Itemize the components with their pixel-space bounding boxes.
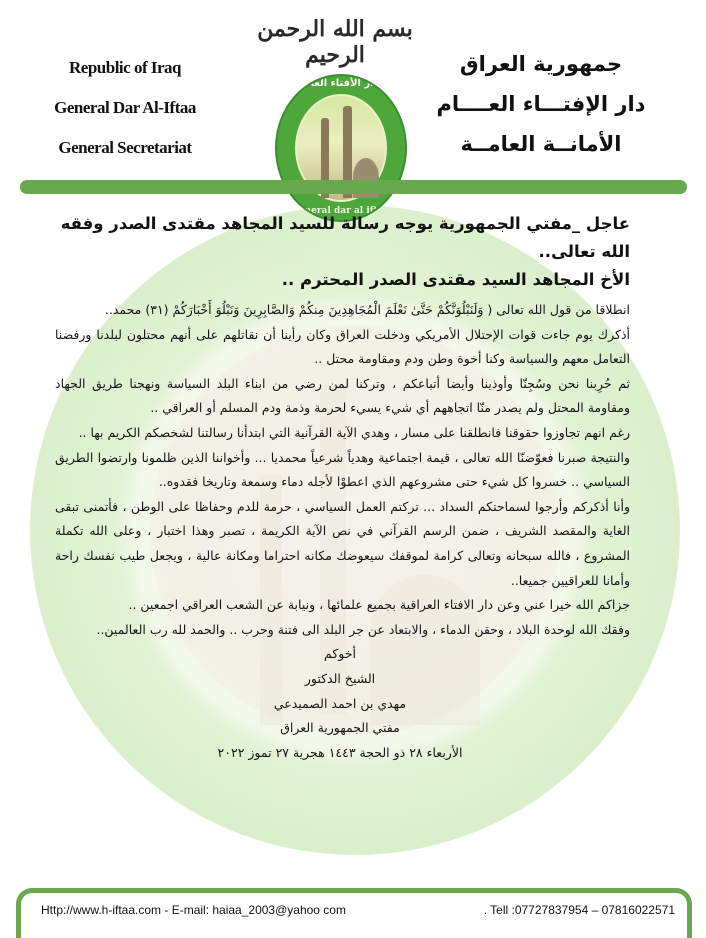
letter-paragraph: وأنا أذكركم وأرجوا لسماحتكم السداد ... تركتم العمل السياسي ، حرمة للدم وحفاظا على الوطن ، فأتمنى تبقى الغاية والمقصد الشريف ، ضمن الرسم القرآني في نص الآية الكريمة ، تصبر وهذا اختبار ، وعلى الله تكملة المشروع ، فالله سبحانه وتعالى كرامة لموقفك سيعوضك مكانه احتراما ومكانة عالية ، ويجعل طيب نفسك راحة وأمانا للعراقيين جميعا.. bbox=[55, 498, 630, 588]
basmala-calligraphy: بسم الله الرحمن الرحيم bbox=[257, 16, 413, 68]
letter-title bbox=[55, 210, 630, 294]
footer bbox=[16, 888, 692, 938]
logo-english-text: general dar al iftaa bbox=[292, 206, 390, 216]
footer-website-email[interactable]: Http://www.h-iftaa.com - E-mail: haiaa_2003@yahoo com bbox=[41, 903, 346, 917]
organization-name-ar: دار الإفتـــاء العــــام bbox=[436, 92, 646, 116]
letterhead-english bbox=[40, 48, 210, 168]
signer-title: الشيخ الدكتور bbox=[304, 670, 376, 686]
signature-block bbox=[140, 642, 540, 765]
letter-content bbox=[55, 210, 630, 765]
letter-title-line: عاجل _مفتي الجمهورية يوجه رسالة للسيد المجاهد مقتدى الصدر وفقه الله تعالى.. bbox=[60, 214, 630, 261]
signer-name: مهدي بن احمد الصميدعي bbox=[273, 695, 407, 711]
closing: أخوكم bbox=[324, 646, 356, 662]
letter-paragraph: جزاكم الله خيرا عني وعن دار الافتاء العراقية بجميع علمائها ، ونيابة عن الشعب العراقي اجمعين .. bbox=[128, 597, 630, 613]
logo-arabic-text: دار الأفتاء العام bbox=[303, 78, 379, 89]
country-name-en: Republic of Iraq bbox=[69, 58, 181, 77]
footer-phone: . Tell :07727837954 – 07816022571 bbox=[483, 903, 675, 917]
organization-name-en: General Dar Al-Iftaa bbox=[54, 98, 196, 117]
letterhead-arabic bbox=[426, 44, 656, 164]
letter-paragraph: والنتيجة صبرنا فعوّضنّا الله تعالى ، قيمة اجتماعية وهدياً شرعياً محمديا ... وأخواننا الذين ظلمونا وارتضوا الطريق السياسي .. خسروا كل شيء حتى مشروعهم الذي اعطوْا لأجله دماء وسمعة وتاريخا فقدوه.. bbox=[55, 449, 630, 490]
letter-salutation: الأخ المجاهد السيد مقتدى الصدر المحترم .. bbox=[281, 270, 630, 289]
signer-position: مفتي الجمهورية العراق bbox=[280, 720, 400, 736]
letter-paragraph: أذكرك يوم جاءت قوات الإحتلال الأمريكي ودخلت العراق وكان رأينا أن نقاتلهم على أنهم محتلون لبلدنا ورفضنا التعامل معهم والسياسة وكنا أخوة وطن ودم ومقاومة محتل .. bbox=[55, 326, 630, 367]
header-divider bbox=[20, 180, 687, 194]
letter-paragraph: ثم حُرِبنا نحن وسُجِنّا وأوذينا وأيضا أتباعكم ، وتركنا لمن رضي من ابناء البلد السياسة ونهجنا طريق الجهاد ومقاومة المحتل ولم يصدر منّا اتجاههم أي شيء يسيء لحرمة وذمة ودم المسلم أو العراقي .. bbox=[55, 375, 630, 416]
letter-paragraph: رغم انهم تجاوزوا حقوقنا فانطلقنا على مسار ، وهدي الآية القرآنية التي ابتدأنا رسالتنا لشخصكم الكريم بها .. bbox=[78, 424, 630, 440]
letter-body bbox=[55, 298, 630, 642]
department-name-en: General Secretariat bbox=[58, 138, 192, 157]
department-name-ar: الأمانــة العامــة bbox=[460, 132, 622, 156]
letterhead bbox=[0, 0, 706, 216]
letter-paragraph: انطلاقا من قول الله تعالى ( وَلَنَبْلُوَنَّكُمْ حَتَّىٰ نَعْلَمَ الْمُجَاهِدِينَ مِنكُمْ وَالصَّابِرِينَ وَنَبْلُوَ أَخْبَارَكُمْ (٣١) محمد.. bbox=[104, 302, 630, 317]
country-name-ar: جمهورية العراق bbox=[459, 52, 623, 76]
letter-paragraph: وفقك الله لوحدة البلاد ، وحقن الدماء ، والابتعاد عن جر البلد الى فتنة وحرب .. والحمد لله رب العالمين.. bbox=[96, 621, 630, 637]
letter-date: الأربعاء ٢٨ ذو الحجة ١٤٤٣ هجرية ٢٧ تموز ٢٠٢٢ bbox=[217, 744, 463, 760]
organization-logo bbox=[275, 74, 407, 222]
